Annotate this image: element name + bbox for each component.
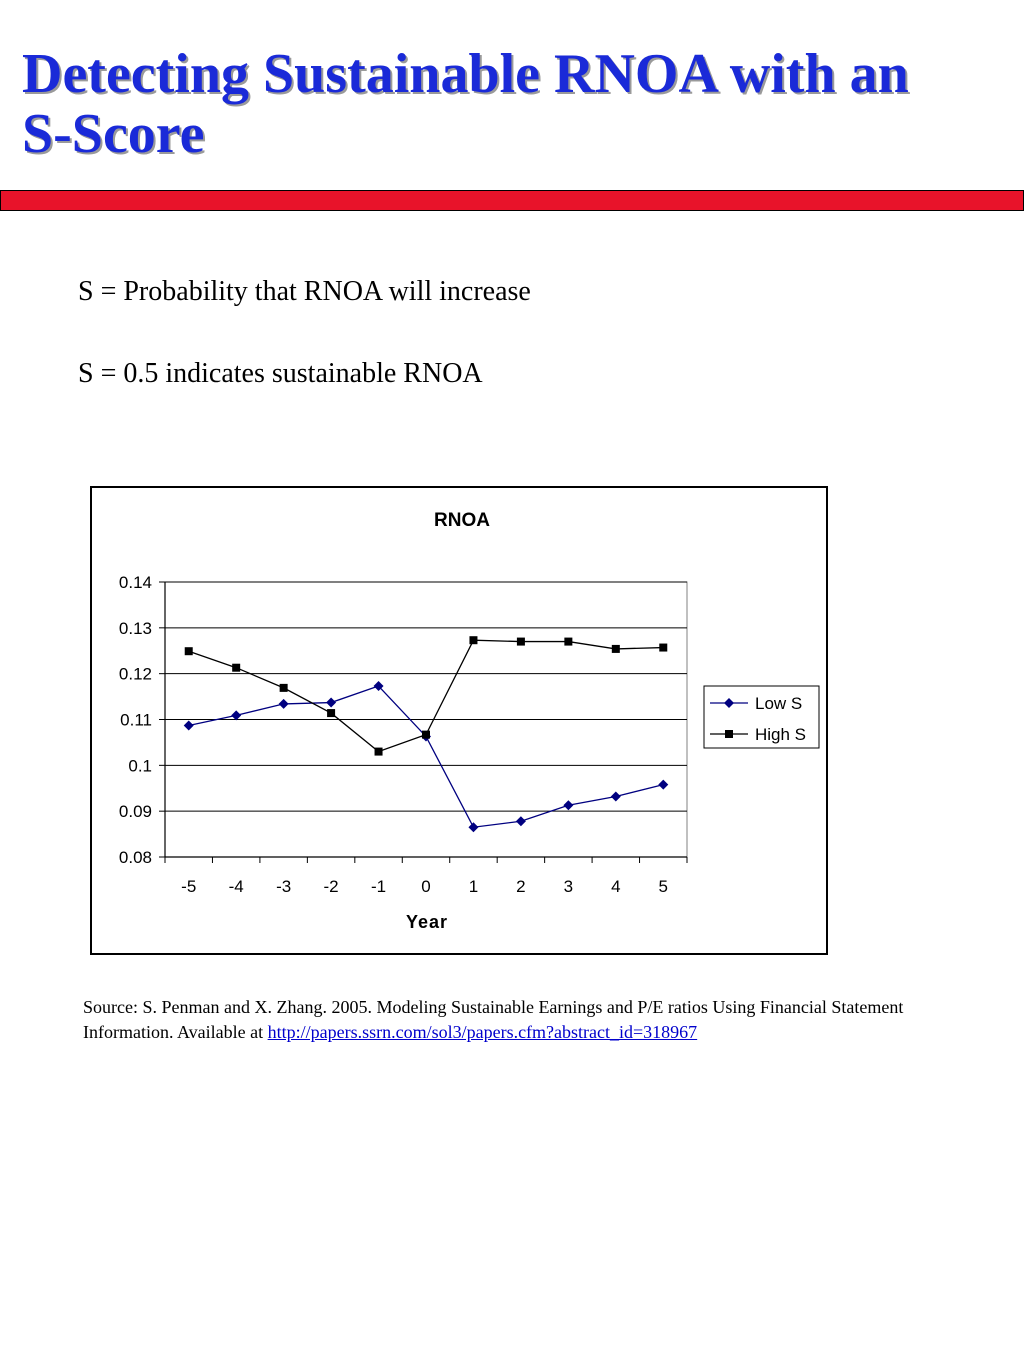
x-tick-label: 3	[563, 877, 574, 896]
y-tick-label: 0.14	[118, 573, 152, 592]
chart-frame	[90, 486, 828, 955]
bullet-sustainable: S = 0.5 indicates sustainable RNOA	[78, 358, 483, 389]
chart-title: RNOA	[434, 510, 490, 531]
legend-label-low-s: Low S	[755, 694, 803, 713]
x-tick-label: -1	[370, 877, 387, 896]
x-tick-label: 1	[468, 877, 479, 896]
high-s-point	[659, 644, 667, 652]
high-s-point	[564, 638, 572, 646]
y-tick-label: 0.1	[128, 756, 152, 776]
title-divider	[0, 190, 1024, 211]
source-text: Source: S. Penman and X. Zhang. 2005. Modeling Sustainable Earnings and P/E ratios Using Financial Statement Information. Available at	[83, 997, 904, 1042]
y-tick-label: 0.12	[118, 664, 152, 684]
legend-marker-high-s	[725, 730, 733, 738]
x-tick-label: 5	[658, 877, 669, 896]
high-s-point	[327, 709, 335, 717]
high-s-point	[375, 748, 383, 756]
bullet-probability: S = Probability that RNOA will increase	[78, 276, 531, 307]
high-s-point	[232, 664, 240, 672]
legend-label-high-s: High S	[755, 725, 807, 744]
y-tick-label: 0.13	[118, 618, 152, 638]
high-s-point	[469, 636, 477, 644]
rnoa-chart	[92, 488, 826, 953]
source-link[interactable]: http://papers.ssrn.com/sol3/papers.cfm?abstract_id=318967	[267, 1022, 698, 1042]
high-s-point	[612, 645, 620, 653]
slide-title	[22, 44, 1012, 164]
x-tick-label: -5	[181, 877, 197, 896]
high-s-point	[517, 638, 525, 646]
x-tick-label: -4	[228, 877, 244, 896]
high-s-point	[185, 647, 193, 655]
x-tick-label: 2	[516, 877, 526, 896]
title-line-2: S-Score	[22, 103, 205, 165]
high-s-point	[422, 731, 430, 739]
y-tick-label: 0.08	[118, 848, 152, 867]
title-line-1: Detecting Sustainable RNOA with an	[22, 43, 909, 105]
source-citation	[83, 995, 983, 1045]
y-tick-label: 0.09	[118, 802, 152, 822]
x-tick-label: -3	[276, 877, 292, 896]
y-tick-label: 0.11	[120, 710, 152, 730]
x-tick-label: 0	[421, 877, 431, 896]
x-axis-label: Year	[405, 912, 449, 932]
x-tick-label: -2	[323, 877, 339, 896]
x-tick-label: 4	[611, 877, 621, 896]
high-s-point	[280, 684, 288, 692]
